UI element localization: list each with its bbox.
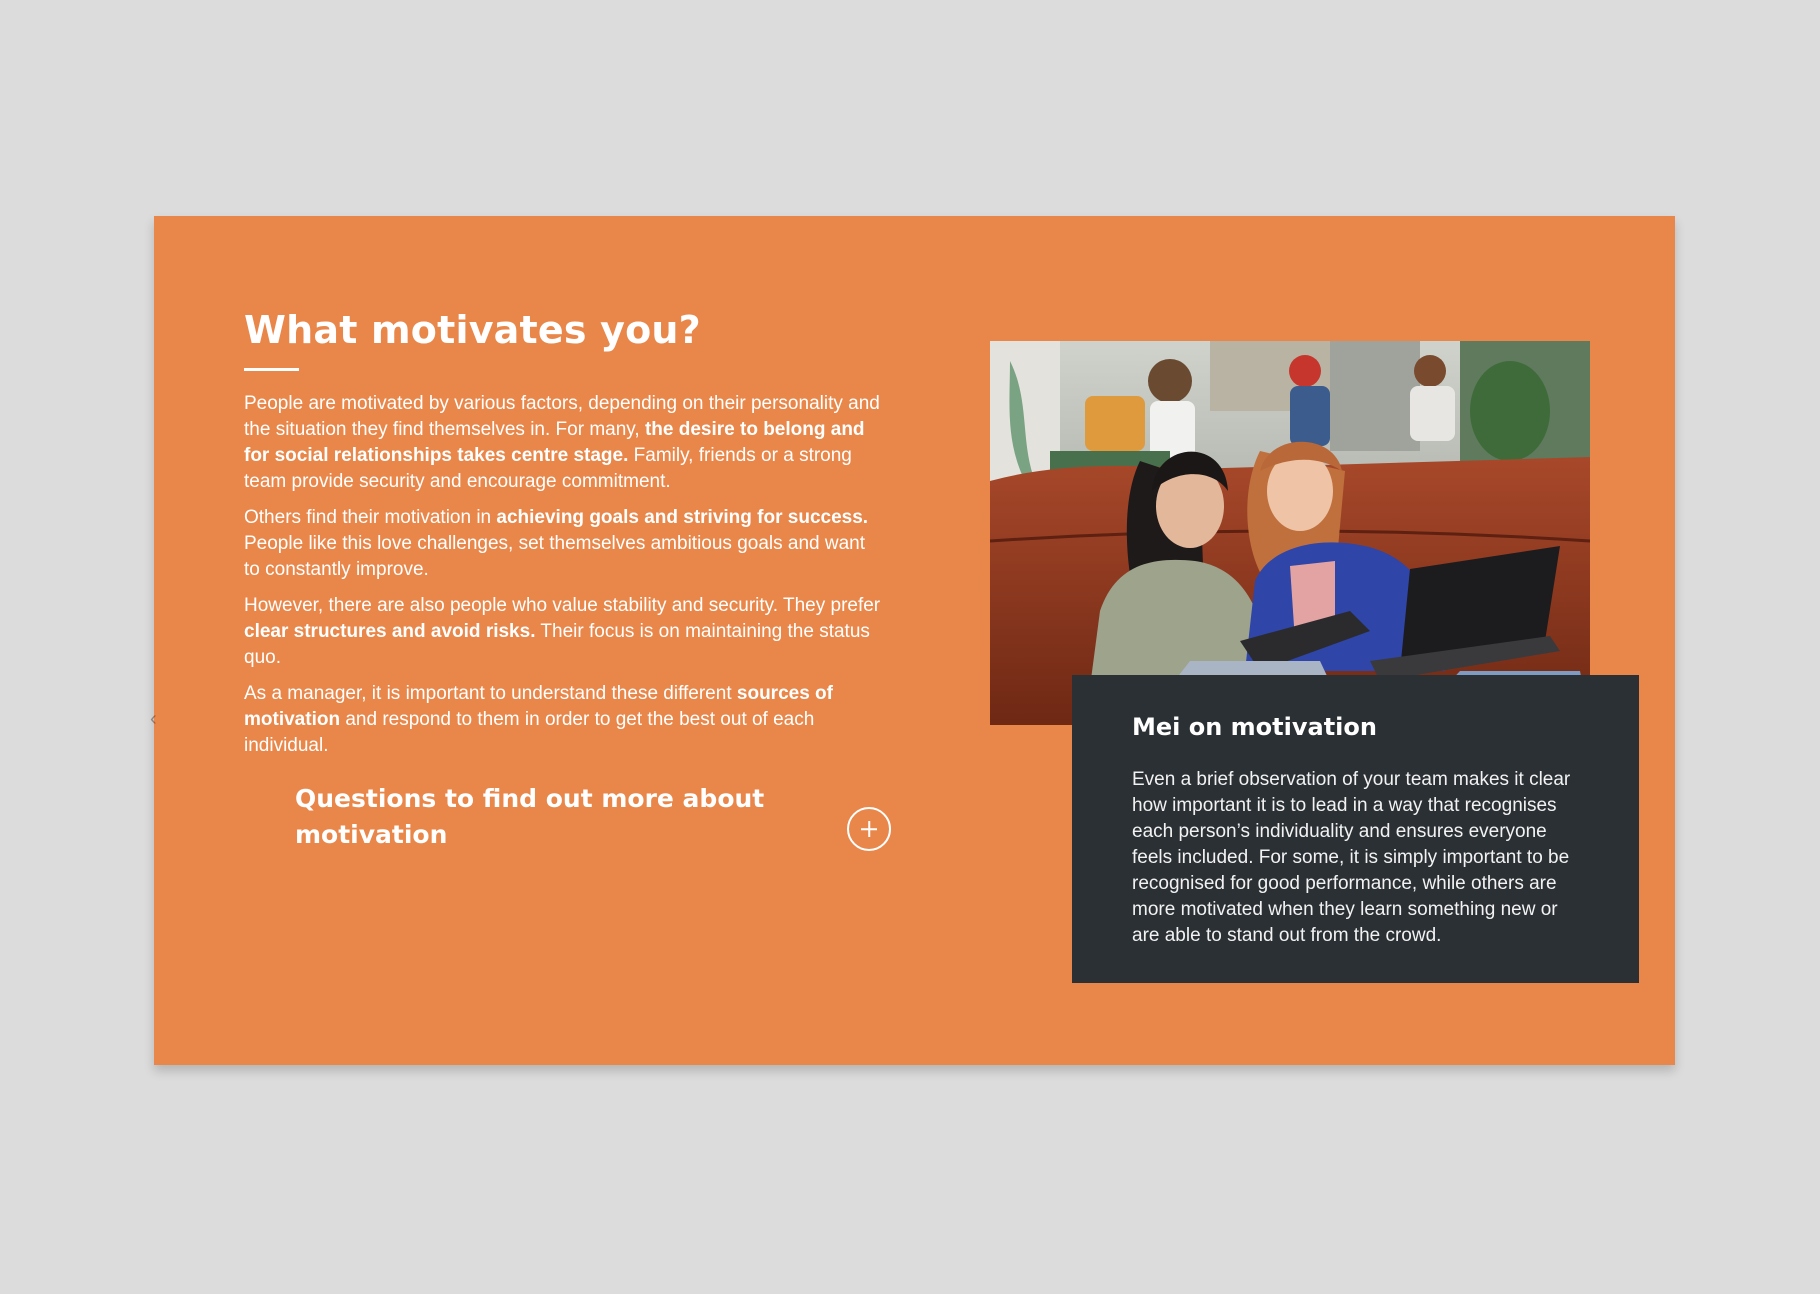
body-paragraph: [244, 593, 884, 671]
paragraph-text: As a manager, it is important to understand these different: [244, 683, 737, 704]
emphasis-text: sources of motivation: [244, 683, 833, 730]
paragraph-text: However, there are also people who value stability and security. They prefer: [244, 595, 881, 616]
body-paragraph: [244, 505, 884, 583]
paragraph-text: People like this love challenges, set themselves ambitious goals and want to constantly improve.: [244, 533, 866, 580]
paragraph-text: Their focus is on maintaining the status quo.: [244, 621, 870, 668]
body-text: [244, 391, 884, 769]
chevron-left-icon[interactable]: ‹: [150, 708, 157, 730]
page-title: What motivates you?: [244, 308, 701, 352]
accordion-title: Questions to find out more about motivation: [295, 784, 765, 849]
paragraph-text: People are motivated by various factors, depending on their personality and the situation they find themselves in. For many,: [244, 393, 880, 440]
team-photo: [990, 341, 1590, 725]
plus-circle-icon[interactable]: [847, 807, 891, 851]
emphasis-text: achieving goals and striving for success.: [496, 507, 869, 528]
content-slide: [150, 216, 1675, 1065]
quote-title: Mei on motivation: [1132, 713, 1377, 741]
paragraph-text: Family, friends or a strong team provide security and encourage commitment.: [244, 445, 852, 492]
emphasis-text: clear structures and avoid risks.: [244, 621, 536, 642]
paragraph-text: Others find their motivation in: [244, 507, 497, 528]
quote-text: Even a brief observation of your team makes it clear how important it is to lead in a way that recognises each person’s individuality and ensures everyone feels included. For some, it is simply important to be recognised for good performance, while others are more motivated when they learn something new or are able to stand out from the crowd.: [1132, 769, 1571, 946]
title-underline: [244, 368, 299, 371]
body-paragraph: [244, 391, 884, 495]
accordion-questions[interactable]: [295, 781, 893, 861]
body-paragraph: [244, 681, 884, 759]
paragraph-text: and respond to them in order to get the best out of each individual.: [244, 709, 815, 756]
quote-card: [1072, 675, 1639, 983]
emphasis-text: the desire to belong and for social relationships takes centre stage.: [244, 419, 865, 466]
